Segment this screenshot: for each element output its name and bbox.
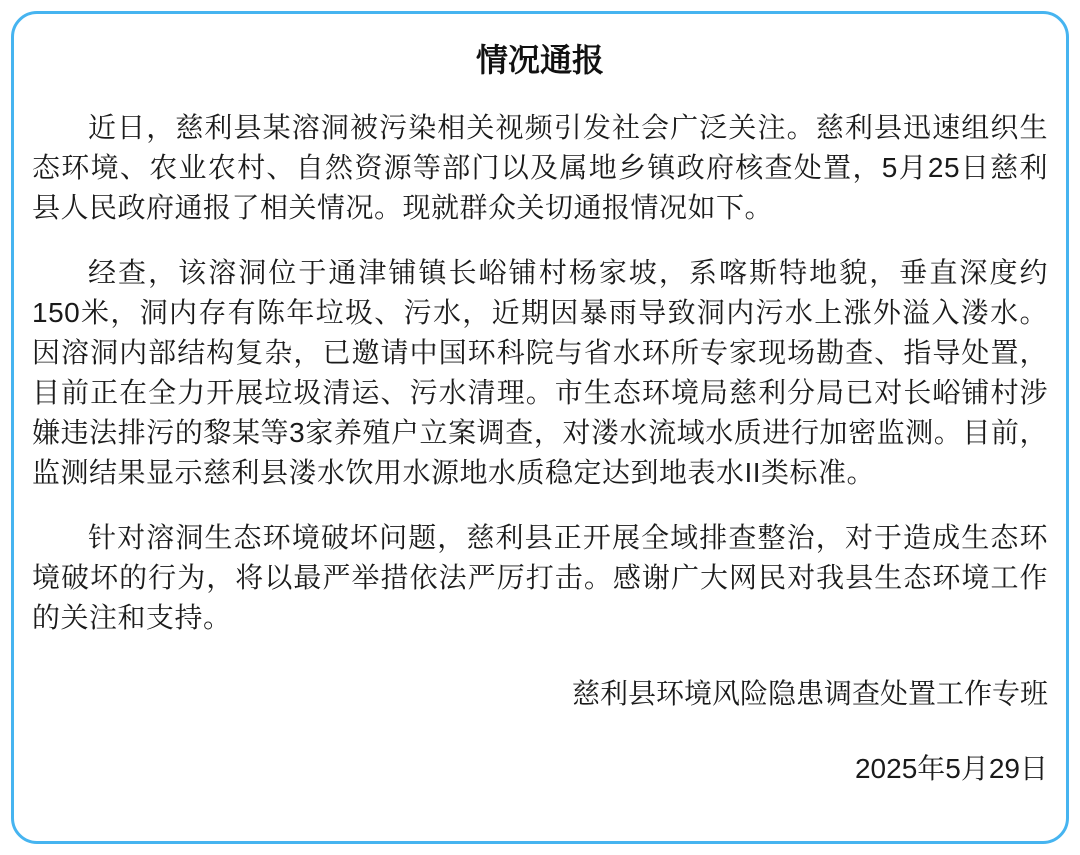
- notice-card: [11, 11, 1069, 844]
- notice-paragraph-actions: 针对溶洞生态环境破坏问题，慈利县正开展全域排查整治，对于造成生态环境破坏的行为，将以最严举措依法严厉打击。感谢广大网民对我县生态环境工作的关注和支持。: [32, 522, 1048, 633]
- notice-signature: 慈利县环境风险隐患调查处置工作专班: [571, 678, 1048, 709]
- notice-paragraph-findings: 经查，该溶洞位于通津铺镇长峪铺村杨家坡，系喀斯特地貌，垂直深度约150米，洞内存有陈年垃圾、污水，近期因暴雨导致洞内污水上涨外溢入溇水。因溶洞内部结构复杂，已邀请中国环科院与省水环所专家现场勘查、指导处置，目前正在全力开展垃圾清运、污水清理。市生态环境局慈利分局已对长峪铺村涉嫌违法排污的黎某等3家养殖户立案调查，对溇水流域水质进行加密监测。目前，监测结果显示慈利县溇水饮用水源地水质稳定达到地表水II类标准。: [32, 257, 1048, 488]
- notice-title: 情况通报: [475, 42, 604, 78]
- notice-date: 2025年5月29日: [854, 753, 1048, 784]
- notice-paragraph-intro: 近日，慈利县某溶洞被污染相关视频引发社会广泛关注。慈利县迅速组织生态环境、农业农村、自然资源等部门以及属地乡镇政府核查处置，5月25日慈利县人民政府通报了相关情况。现就群众关切通报情况如下。: [32, 112, 1048, 223]
